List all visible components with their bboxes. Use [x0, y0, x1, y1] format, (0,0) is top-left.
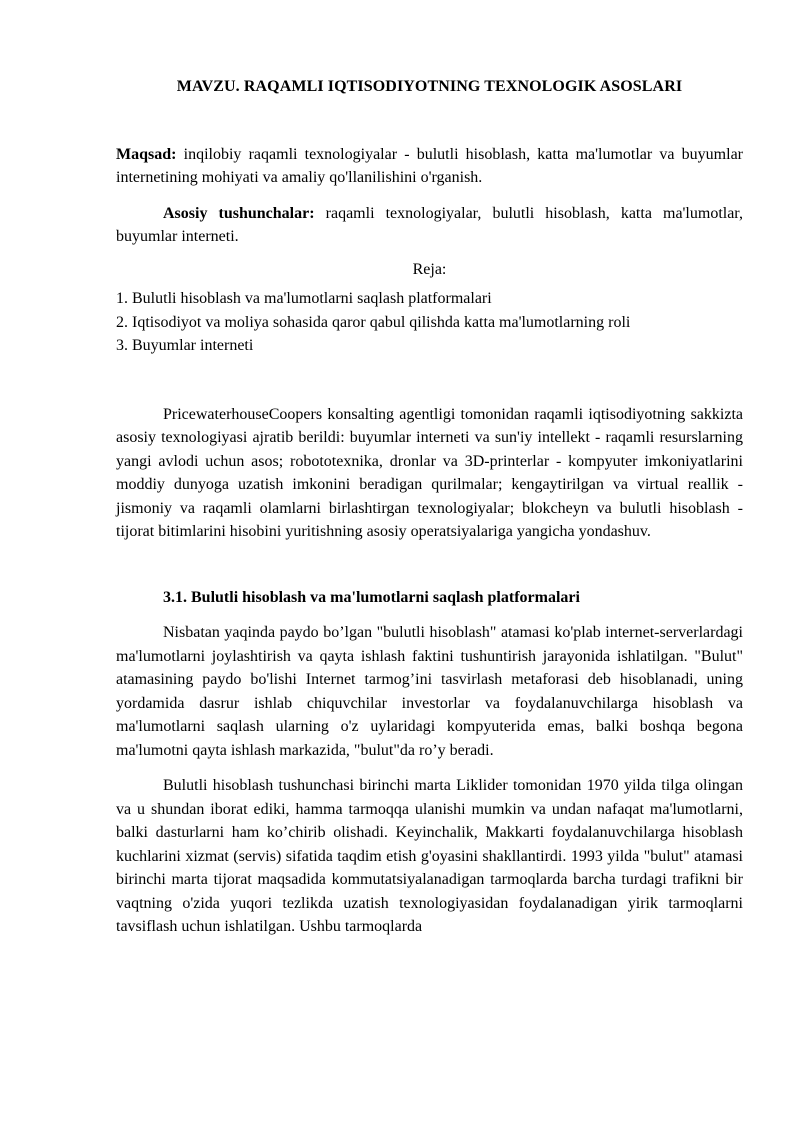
section-heading: 3.1. Bulutli hisoblash va ma'lumotlarni saqlash platformalari	[163, 588, 580, 606]
goal-label: Maqsad:	[116, 145, 177, 163]
concepts-paragraph	[116, 202, 743, 249]
plan-item: 1. Bulutli hisoblash va ma'lumotlarni saqlash platformalari	[116, 290, 492, 307]
document-title: MAVZU. RAQAMLI IQTISODIYOTNING TEXNOLOGIK ASOSLARI	[176, 78, 683, 95]
goal-paragraph	[116, 143, 743, 190]
section-paragraph: Nisbatan yaqinda paydo bo’lgan "bulutli hisoblash" atamasi ko'plab internet-serverlardagi ma'lumotlarni joylashtirish va qayta ishlash faktini tushuntirish jarayonida ishlatilgan. "Bulut" atamasining paydo bo'lishi Internet tarmog’ini tasvirlash metaforasi deb hisoblanadi, uning yordamida dasrur ishlab chiquvchilar investorlar va foydalanuvchilarga hisoblash va ma'lumotlarni saqlash ularning o'z uylaridagi kompyuterida emas, balki boshqa begona ma'lumotni qayta ishlash markazida, "bulut"da ro’y beradi.	[116, 624, 743, 759]
plan-list	[116, 287, 743, 358]
section-paragraph: Bulutli hisoblash tushunchasi birinchi marta Liklider tomonidan 1970 yilda tilga olingan va u shundan iborat ediki, hamma tarmoqqa ulanishi mumkin va undan nafaqat ma'lumotlarni, balki dasturlarni ham ko’chirib olishadi. Keyinchalik, Makkarti foydalanuvchilarga hisoblash kuchlarini xizmat (servis) sifatida taqdim etish g'oyasini shakllantirdi. 1993 yilda "bulut" atamasi birinchi marta tijorat maqsadida kommutatsiyalanadigan tarmoqlarda barcha turdagi trafikni bir vaqtning o'zida yuqori tezlikda uzatish texnologiyasidan foydalanadigan yirik tarmoqlarni tavsiflash uchun ishlatilgan. Ushbu tarmoqlarda	[116, 777, 743, 935]
plan-title: Reja:	[412, 260, 447, 278]
plan-item: 3. Buyumlar interneti	[116, 337, 254, 354]
concepts-label: Asosiy tushunchalar:	[163, 204, 315, 222]
plan-item: 2. Iqtisodiyot va moliya sohasida qaror qabul qilishda katta ma'lumotlarning roli	[116, 313, 631, 331]
concepts-text: raqamli texnologiyalar, bulutli hisoblash, katta ma'lumotlar, buyumlar interneti.	[116, 204, 743, 245]
intro-paragraph: PricewaterhouseCoopers konsalting agentligi tomonidan raqamli iqtisodiyotning sakkizta asosiy texnologiyasi ajratib berildi: buyumlar interneti va sun'iy intellekt - raqamli resurslarning yangi avlodi uchun asos; robototexnika, dronlar va 3D-printerlar - kompyuter imkoniyatlarini moddiy dunyoga uzatish imkonini beradigan qurilmalar; kengaytirilgan va virtual reallik - jismoniy va raqamli olamlarni birlashtirgan texnologiyalar; blokcheyn va bulutli hisoblash - tijorat bitimlarini hisobini yuritishning asosiy operatsiyalariga yangicha yondashuv.	[116, 405, 743, 540]
spacer	[116, 358, 743, 403]
goal-text: inqilobiy raqamli texnologiyalar - bulutli hisoblash, katta ma'lumotlar va buyumlar internetining mohiyati va amaliy qo'llanilishini o'rganish.	[116, 145, 743, 186]
